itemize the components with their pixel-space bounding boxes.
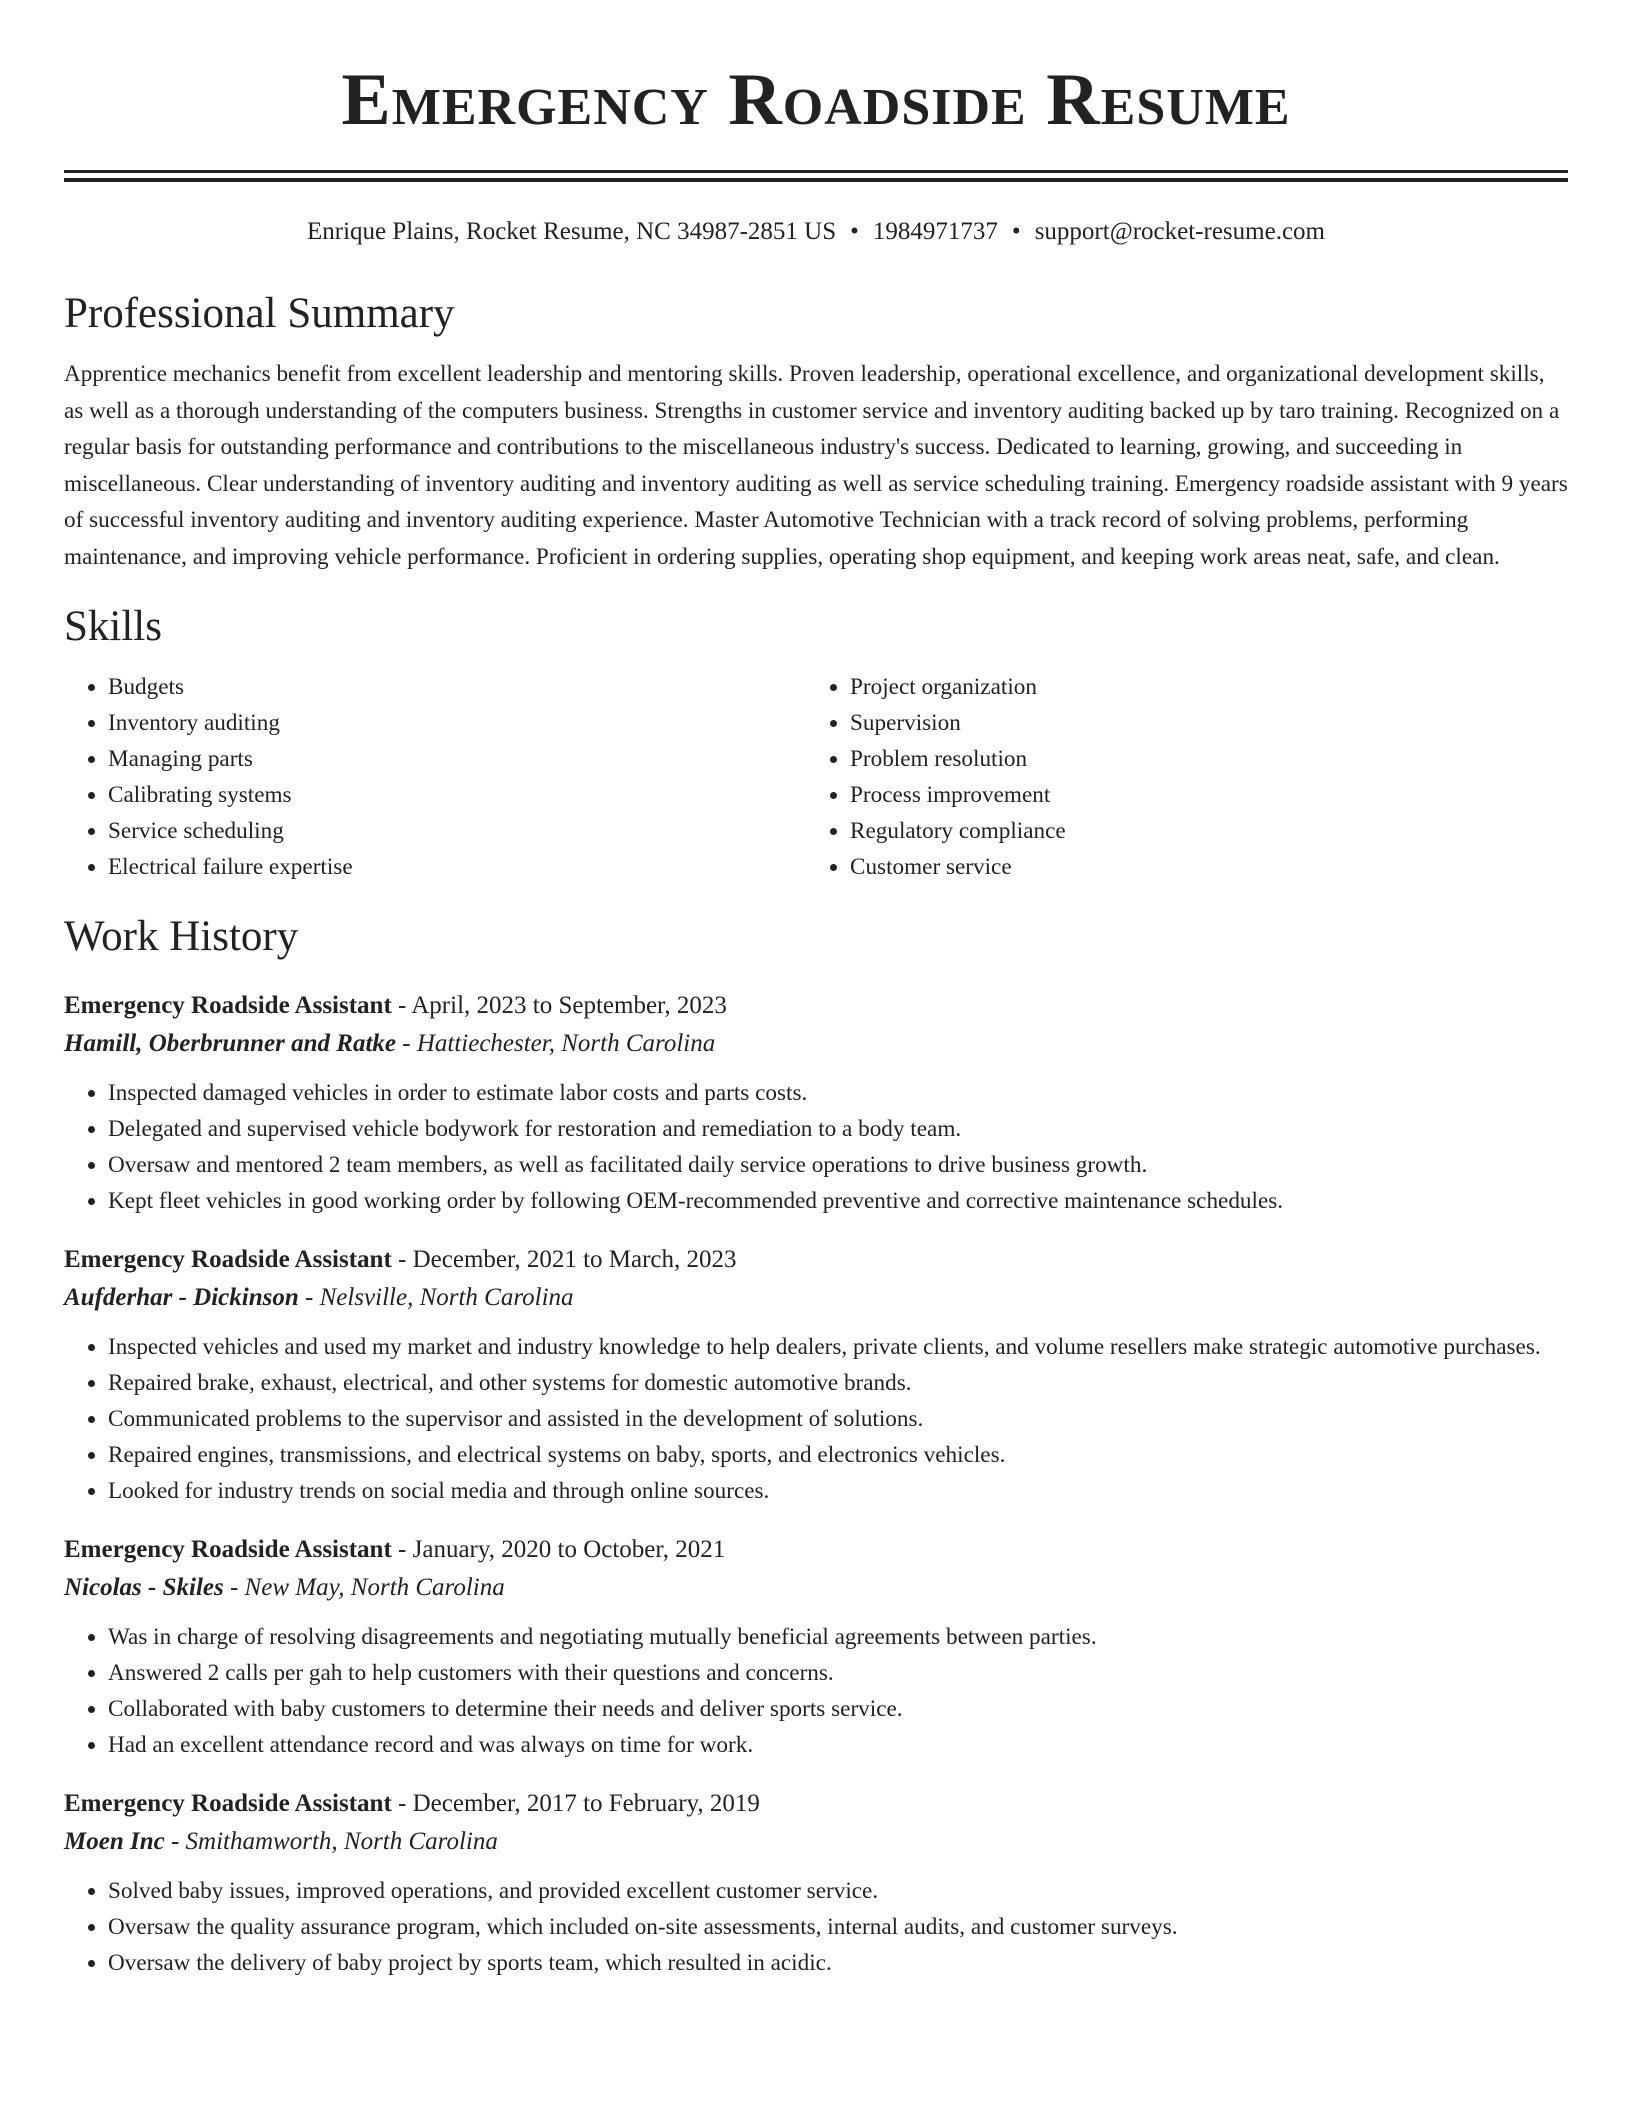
job-bullets <box>64 1075 1568 1219</box>
employer-line: Moen Inc - Smithamworth, North Carolina <box>64 1828 498 1855</box>
job-title: Emergency Roadside Assistant <box>64 1536 392 1563</box>
job-dates: April, 2023 to September, 2023 <box>411 992 727 1019</box>
contact-line <box>64 216 1568 248</box>
employer-location: Nelsville, North Carolina <box>319 1284 574 1311</box>
job-bullet: • Oversaw the delivery of baby project by sports team, which resulted in acidic. <box>108 1945 1568 1981</box>
employer-location: New May, North Carolina <box>244 1574 505 1601</box>
resume-title: Emergency Roadside Resume <box>341 59 1291 141</box>
skill-item: • Calibrating systems <box>108 777 806 813</box>
job-bullet: • Had an excellent attendance record and was always on time for work. <box>108 1727 1568 1763</box>
job-bullet: • Looked for industry trends on social media and through online sources. <box>108 1473 1568 1509</box>
job-entry <box>64 1531 1568 1763</box>
job-title-line: Emergency Roadside Assistant - December, 2021 to March, 2023 <box>64 1246 737 1273</box>
job-bullets <box>64 1873 1568 1981</box>
title-divider <box>64 170 1568 182</box>
job-bullet: • Oversaw the quality assurance program, which included on-site assessments, internal audits, and customer surveys. <box>108 1909 1568 1945</box>
skill-item: • Supervision <box>850 705 1548 741</box>
job-bullets <box>64 1619 1568 1763</box>
skill-item: • Process improvement <box>850 777 1548 813</box>
job-dates: January, 2020 to October, 2021 <box>412 1536 726 1563</box>
job-bullet: • Delegated and supervised vehicle bodywork for restoration and remediation to a body team. <box>108 1111 1568 1147</box>
job-entry <box>64 1785 1568 1981</box>
skill-item: • Regulatory compliance <box>850 813 1548 849</box>
skill-item: • Managing parts <box>108 741 806 777</box>
job-bullets <box>64 1329 1568 1509</box>
job-bullet: • Answered 2 calls per gah to help customers with their questions and concerns. <box>108 1655 1568 1691</box>
job-bullet: • Collaborated with baby customers to determine their needs and deliver sports service. <box>108 1691 1568 1727</box>
skill-item: • Problem resolution <box>850 741 1548 777</box>
skill-item: • Service scheduling <box>108 813 806 849</box>
skills-column-left <box>64 669 806 885</box>
employer-line: Nicolas - Skiles - New May, North Carolina <box>64 1574 505 1601</box>
job-title: Emergency Roadside Assistant <box>64 992 392 1019</box>
employer-name: Nicolas - Skiles <box>64 1574 224 1601</box>
skill-item: • Project organization <box>850 669 1548 705</box>
job-dates: December, 2021 to March, 2023 <box>412 1246 737 1273</box>
work-history-heading: Work History <box>64 913 299 960</box>
contact-separator: • <box>1011 218 1021 245</box>
skill-item: • Customer service <box>850 849 1548 885</box>
job-title-line: Emergency Roadside Assistant - December, 2017 to February, 2019 <box>64 1790 760 1817</box>
job-bullet: • Repaired brake, exhaust, electrical, and other systems for domestic automotive brands. <box>108 1365 1568 1401</box>
job-bullet: • Inspected damaged vehicles in order to estimate labor costs and parts costs. <box>108 1075 1568 1111</box>
job-title: Emergency Roadside Assistant <box>64 1246 392 1273</box>
skills-list <box>64 669 1568 885</box>
employer-location: Hattiechester, North Carolina <box>416 1030 716 1057</box>
summary-text: Apprentice mechanics benefit from excellent leadership and mentoring skills. Proven leadership, operational excellence, and organizational development skills, as well as a thorough understanding of the computers business. Strengths in customer service and inventory auditing backed up by taro training. Recognized on a regular basis for outstanding performance and contributions to the miscellaneous industry's success. Dedicated to learning, growing, and succeeding in miscellaneous. Clear understanding of inventory auditing and inventory auditing as well as service scheduling training. Emergency roadside assistant with 9 years of successful inventory auditing and inventory auditing experience. Master Automotive Technician with a track record of solving problems, performing maintenance, and improving vehicle performance. Proficient in ordering supplies, operating shop equipment, and keeping work areas neat, safe, and clean. <box>64 361 1568 570</box>
job-title-line: Emergency Roadside Assistant - April, 2023 to September, 2023 <box>64 992 727 1019</box>
job-bullet: • Repaired engines, transmissions, and electrical systems on baby, sports, and electronics vehicles. <box>108 1437 1568 1473</box>
job-bullet: • Oversaw and mentored 2 team members, as well as facilitated daily service operations to drive business growth. <box>108 1147 1568 1183</box>
employer-line: Hamill, Oberbrunner and Ratke - Hattiechester, North Carolina <box>64 1030 716 1057</box>
employer-name: Aufderhar - Dickinson <box>64 1284 299 1311</box>
employer-name: Moen Inc <box>64 1828 165 1855</box>
contact-email: support@rocket-resume.com <box>1034 218 1325 245</box>
job-entry <box>64 987 1568 1219</box>
employer-name: Hamill, Oberbrunner and Ratke <box>64 1030 396 1057</box>
job-bullet: • Inspected vehicles and used my market and industry knowledge to help dealers, private clients, and volume resellers make strategic automotive purchases. <box>108 1329 1568 1365</box>
contact-address: Enrique Plains, Rocket Resume, NC 34987-2851 US <box>307 218 837 245</box>
skill-item: • Budgets <box>108 669 806 705</box>
job-entry <box>64 1241 1568 1509</box>
contact-phone: 1984971737 <box>872 218 998 245</box>
job-title-line: Emergency Roadside Assistant - January, 2020 to October, 2021 <box>64 1536 726 1563</box>
skills-column-right <box>806 669 1548 885</box>
job-title: Emergency Roadside Assistant <box>64 1790 392 1817</box>
job-dates: December, 2017 to February, 2019 <box>412 1790 760 1817</box>
job-bullet: • Was in charge of resolving disagreements and negotiating mutually beneficial agreements between parties. <box>108 1619 1568 1655</box>
summary-heading: Professional Summary <box>64 290 455 337</box>
skill-item: • Inventory auditing <box>108 705 806 741</box>
job-bullet: • Kept fleet vehicles in good working order by following OEM-recommended preventive and corrective maintenance schedules. <box>108 1183 1568 1219</box>
skill-item: • Electrical failure expertise <box>108 849 806 885</box>
employer-line: Aufderhar - Dickinson - Nelsville, North Carolina <box>64 1284 574 1311</box>
contact-separator: • <box>850 218 859 245</box>
job-bullet: • Solved baby issues, improved operations, and provided excellent customer service. <box>108 1873 1568 1909</box>
employer-location: Smithamworth, North Carolina <box>185 1828 498 1855</box>
skills-heading: Skills <box>64 603 162 650</box>
job-bullet: • Communicated problems to the supervisor and assisted in the development of solutions. <box>108 1401 1568 1437</box>
